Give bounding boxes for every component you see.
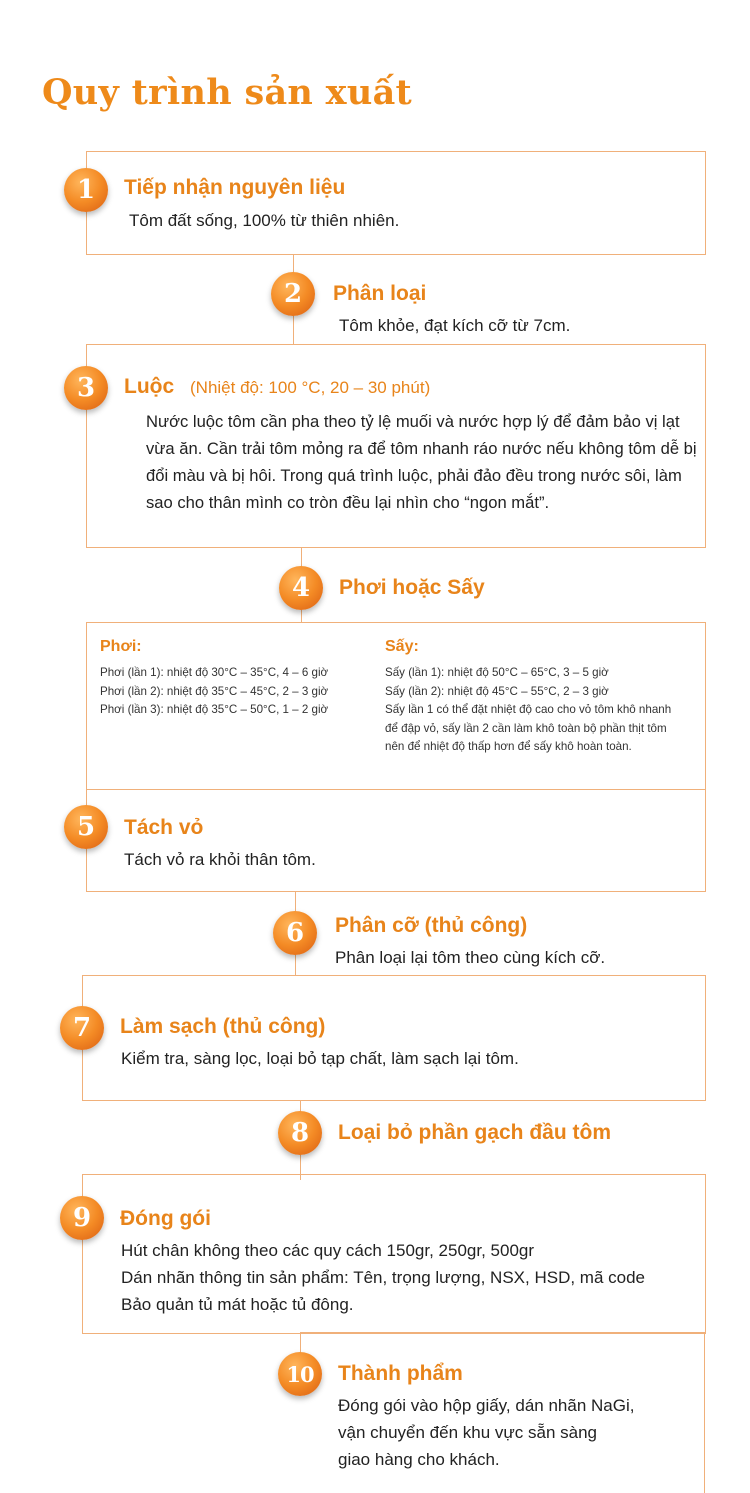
step-1-title: Tiếp nhận nguyên liệu xyxy=(124,176,346,199)
step-3-temperature-note: (Nhiệt độ: 100 °C, 20 – 30 phút) xyxy=(190,378,431,397)
step-9-line: Bảo quản tủ mát hoặc tủ đông. xyxy=(121,1295,354,1314)
sun-drying-heading: Phơi: xyxy=(100,638,142,655)
step-8-number-badge: 8 xyxy=(278,1111,322,1155)
step-9-line: Hút chân không theo các quy cách 150gr, 250gr, 500gr xyxy=(121,1241,535,1260)
sun-drying-line: Phơi (lần 3): nhiệt độ 35°C – 50°C, 1 – 2 giờ xyxy=(100,703,329,716)
step-3-number-badge: 3 xyxy=(64,366,108,410)
step-1-line: Tôm đất sống, 100% từ thiên nhiên. xyxy=(129,211,400,230)
machine-drying-line: Sấy lần 1 có thể đặt nhiệt độ cao cho vỏ tôm khô nhanh xyxy=(385,703,672,716)
step-10-line: Đóng gói vào hộp giấy, dán nhãn NaGi, xyxy=(338,1396,635,1415)
step-9-title: Đóng gói xyxy=(120,1207,211,1230)
step-3-line: Nước luộc tôm cần pha theo tỷ lệ muối và nước hợp lý để đảm bảo vị lạt xyxy=(146,412,680,431)
step-3-line: sao cho thân mình co tròn đều lại nhìn cho “ngon mắt”. xyxy=(146,493,550,512)
step-5-title: Tách vỏ xyxy=(124,816,204,839)
step-6-line: Phân loại lại tôm theo cùng kích cỡ. xyxy=(335,948,606,967)
step-5-description xyxy=(124,846,316,873)
step-3-line: vừa ăn. Cần trải tôm mỏng ra để tôm nhanh ráo nước nếu không tôm dễ bị xyxy=(146,439,697,458)
sun-drying-line: Phơi (lần 2): nhiệt độ 35°C – 45°C, 2 – 3 giờ xyxy=(100,684,329,698)
machine-drying-line: Sấy (lần 1): nhiệt độ 50°C – 65°C, 3 – 5 giờ xyxy=(385,666,609,679)
machine-drying-line: để đập vỏ, sấy lần 2 cần làm khô toàn bộ phần thịt tôm xyxy=(385,721,667,735)
step-5-line: Tách vỏ ra khỏi thân tôm. xyxy=(124,850,316,869)
step-7-number-badge: 7 xyxy=(60,1006,104,1050)
step-1-description xyxy=(129,207,399,234)
step-10-title: Thành phẩm xyxy=(338,1362,463,1385)
step-6-number-badge: 6 xyxy=(273,911,317,955)
sun-drying-details xyxy=(100,664,328,720)
step-4-number-badge: 4 xyxy=(279,566,323,610)
step-3-title: Luộc xyxy=(124,375,175,398)
step-7-title: Làm sạch (thủ công) xyxy=(120,1015,326,1038)
step-9-number-badge: 9 xyxy=(60,1196,104,1240)
step-9-line: Dán nhãn thông tin sản phẩm: Tên, trọng lượng, NSX, HSD, mã code xyxy=(121,1268,646,1287)
step-10-line: vận chuyển đến khu vực sẵn sàng xyxy=(338,1423,597,1442)
step-10-number-badge: 10 xyxy=(278,1352,322,1396)
step-4-title: Phơi hoặc Sấy xyxy=(339,576,485,599)
step-8-title: Loại bỏ phần gạch đầu tôm xyxy=(338,1121,611,1144)
machine-drying-line: Sấy (lần 2): nhiệt độ 45°C – 55°C, 2 – 3 giờ xyxy=(385,684,609,698)
step-10-description xyxy=(338,1392,634,1473)
page-title: Quy trình sản xuất xyxy=(42,72,413,113)
machine-drying-line: nên để nhiệt độ thấp hơn để sấy khô hoàn toàn. xyxy=(385,740,632,753)
step-2-title: Phân loại xyxy=(333,282,427,305)
step-7-description xyxy=(121,1045,519,1072)
step-2-line: Tôm khỏe, đạt kích cỡ từ 7cm. xyxy=(339,316,571,335)
step-5-number-badge: 5 xyxy=(64,805,108,849)
step-5-box xyxy=(86,788,706,892)
step-3-description xyxy=(146,408,697,516)
step-2-description xyxy=(339,312,570,339)
machine-drying-details xyxy=(385,664,671,757)
step-6-title: Phân cỡ (thủ công) xyxy=(335,914,528,937)
step-1-number-badge: 1 xyxy=(64,168,108,212)
step-10-line: giao hàng cho khách. xyxy=(338,1450,500,1469)
step-2-number-badge: 2 xyxy=(271,272,315,316)
machine-drying-heading: Sấy: xyxy=(385,638,419,655)
step-9-description xyxy=(121,1237,645,1318)
step-3-line: đổi màu và bị hôi. Trong quá trình luộc, phải đảo đều trong nước sôi, làm xyxy=(146,466,682,485)
step-6-description xyxy=(335,944,605,971)
sun-drying-line: Phơi (lần 1): nhiệt độ 30°C – 35°C, 4 – 6 giờ xyxy=(100,666,329,679)
step-1-box xyxy=(86,151,706,255)
step-7-line: Kiểm tra, sàng lọc, loại bỏ tạp chất, làm sạch lại tôm. xyxy=(121,1049,519,1068)
